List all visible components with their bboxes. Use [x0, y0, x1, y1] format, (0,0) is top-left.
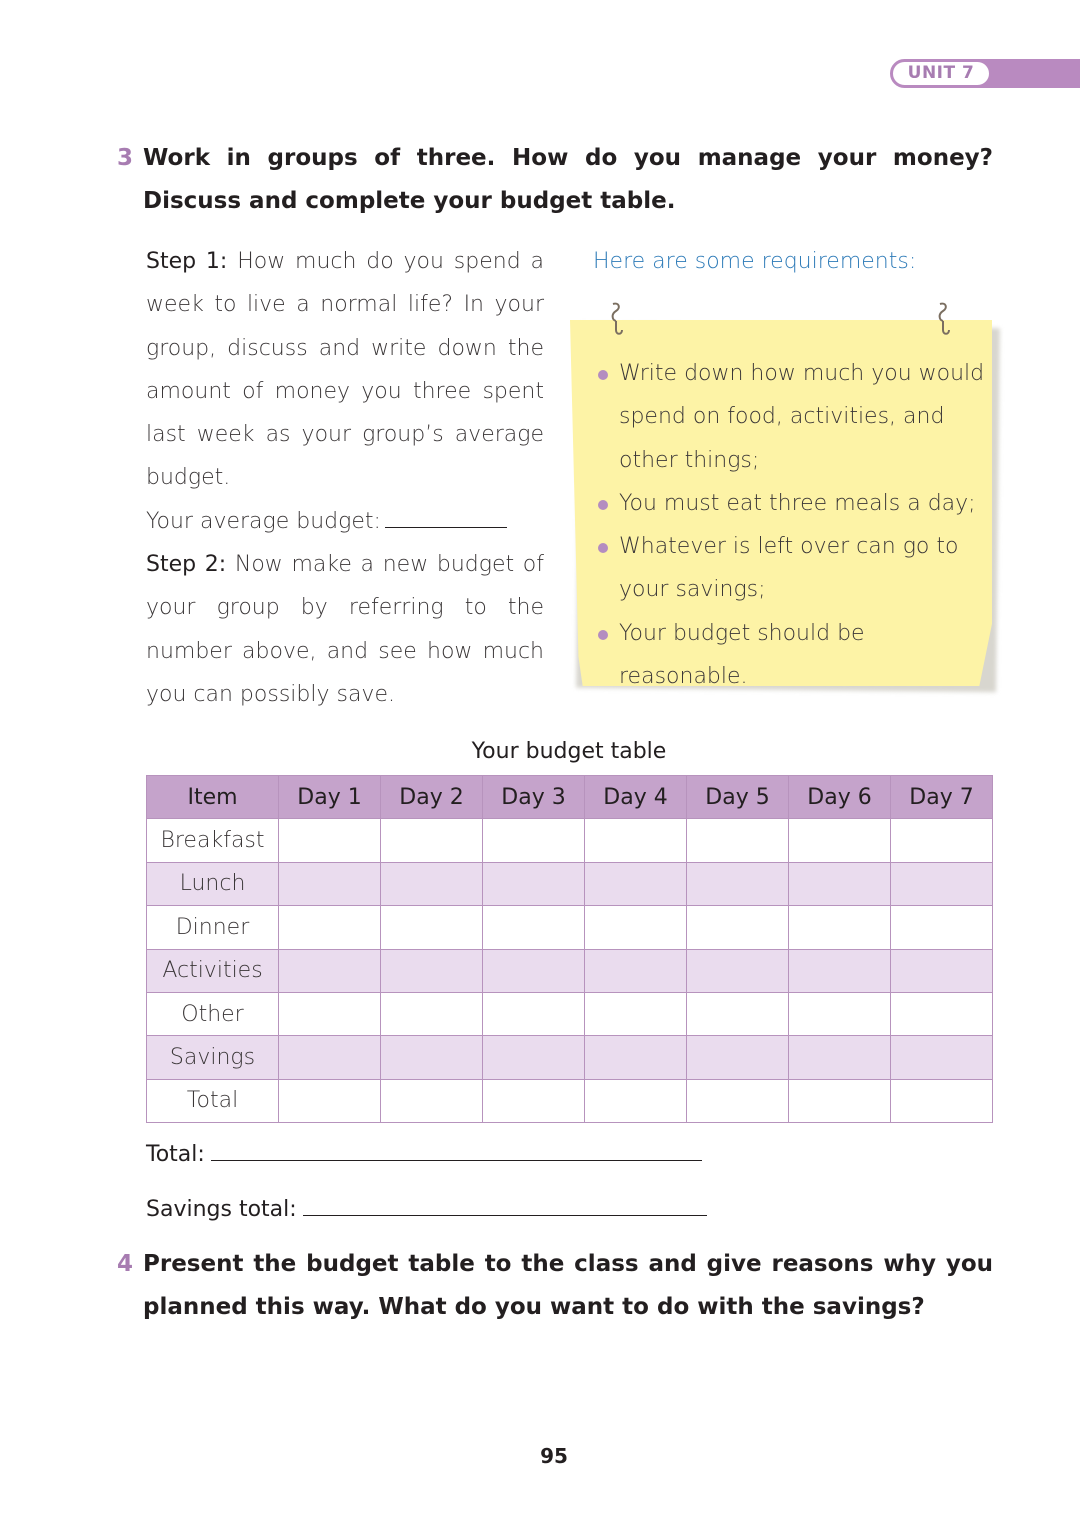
- table-row: [147, 906, 993, 949]
- table-cell[interactable]: [789, 819, 891, 862]
- column-header: Item: [147, 776, 279, 819]
- row-label: Dinner: [147, 906, 279, 949]
- step-2-text: Now make a new budget of your group by referring to the number above, and see how much you can possibly save.: [146, 552, 544, 707]
- table-cell[interactable]: [279, 906, 381, 949]
- table-header-row: [147, 776, 993, 819]
- table-cell[interactable]: [483, 1079, 585, 1122]
- row-label: Other: [147, 992, 279, 1035]
- table-cell[interactable]: [891, 992, 993, 1035]
- row-label: Breakfast: [147, 819, 279, 862]
- table-row: [147, 992, 993, 1035]
- row-label: Lunch: [147, 862, 279, 905]
- column-header: Day 5: [687, 776, 789, 819]
- requirement-item: Your budget should be reasonable.: [596, 612, 988, 699]
- table-cell[interactable]: [687, 862, 789, 905]
- requirement-item: Whatever is left over can go to your savings;: [596, 525, 988, 612]
- row-label: Activities: [147, 949, 279, 992]
- requirement-item: Write down how much you would spend on food, activities, and other things;: [596, 352, 988, 482]
- table-cell[interactable]: [483, 992, 585, 1035]
- column-header: Day 2: [381, 776, 483, 819]
- column-header: Day 7: [891, 776, 993, 819]
- average-budget-label: Your average budget:: [146, 508, 381, 534]
- table-cell[interactable]: [483, 819, 585, 862]
- row-label: Savings: [147, 1036, 279, 1079]
- table-cell[interactable]: [381, 819, 483, 862]
- table-cell[interactable]: [687, 949, 789, 992]
- table-cell[interactable]: [483, 862, 585, 905]
- table-row: [147, 1036, 993, 1079]
- table-row: [147, 949, 993, 992]
- savings-total-label: Savings total:: [146, 1197, 297, 1222]
- row-label: Total: [147, 1079, 279, 1122]
- step-1: [146, 240, 544, 500]
- table-cell[interactable]: [789, 992, 891, 1035]
- table-cell[interactable]: [687, 992, 789, 1035]
- total-blank[interactable]: [211, 1139, 702, 1161]
- average-budget-blank[interactable]: [385, 508, 507, 528]
- step-1-text: How much do you spend a week to live a normal life? In your group, discuss and write down the amount of money you three spent last week as your group’s average budget.: [146, 249, 544, 491]
- table-cell[interactable]: [687, 906, 789, 949]
- budget-table: [146, 775, 993, 1123]
- unit-label: UNIT 7: [890, 59, 992, 88]
- exercise-3: [117, 137, 993, 223]
- table-cell[interactable]: [789, 862, 891, 905]
- table-cell[interactable]: [891, 949, 993, 992]
- requirements-list: [596, 352, 988, 698]
- budget-table-caption: Your budget table: [471, 739, 667, 764]
- table-cell[interactable]: [381, 906, 483, 949]
- total-fill-line: [146, 1133, 702, 1176]
- exercise-4-instruction: Present the budget table to the class and give reasons why you planned this way. What do you want to do with the savings?: [143, 1251, 993, 1320]
- paper-clip-icon: [608, 302, 624, 336]
- exercise-4-number: 4: [117, 1251, 134, 1277]
- table-cell[interactable]: [381, 949, 483, 992]
- table-cell[interactable]: [279, 949, 381, 992]
- table-cell[interactable]: [585, 906, 687, 949]
- table-row: [147, 819, 993, 862]
- table-cell[interactable]: [687, 1079, 789, 1122]
- table-cell[interactable]: [789, 1036, 891, 1079]
- table-cell[interactable]: [483, 1036, 585, 1079]
- table-cell[interactable]: [585, 949, 687, 992]
- column-header: Day 1: [279, 776, 381, 819]
- table-cell[interactable]: [891, 906, 993, 949]
- table-cell[interactable]: [891, 1079, 993, 1122]
- table-row: [147, 1079, 993, 1122]
- table-cell[interactable]: [381, 1079, 483, 1122]
- savings-total-blank[interactable]: [303, 1194, 707, 1216]
- column-header: Day 6: [789, 776, 891, 819]
- column-header: Day 4: [585, 776, 687, 819]
- total-label: Total:: [146, 1142, 205, 1167]
- table-cell[interactable]: [789, 906, 891, 949]
- table-cell[interactable]: [585, 1079, 687, 1122]
- table-cell[interactable]: [483, 906, 585, 949]
- step-1-label: Step 1:: [146, 249, 228, 274]
- table-cell[interactable]: [891, 862, 993, 905]
- table-row: [147, 862, 993, 905]
- table-cell[interactable]: [585, 819, 687, 862]
- table-cell[interactable]: [279, 819, 381, 862]
- step-2-label: Step 2:: [146, 552, 227, 578]
- steps-column: [146, 240, 544, 716]
- table-cell[interactable]: [279, 862, 381, 905]
- requirements-title: Here are some requirements:: [593, 249, 917, 274]
- average-budget: [146, 500, 544, 543]
- table-cell[interactable]: [381, 992, 483, 1035]
- table-cell[interactable]: [687, 1036, 789, 1079]
- table-cell[interactable]: [891, 819, 993, 862]
- table-cell[interactable]: [381, 1036, 483, 1079]
- table-cell[interactable]: [585, 992, 687, 1035]
- step-2: [146, 543, 544, 716]
- table-cell[interactable]: [789, 1079, 891, 1122]
- page-number: 95: [540, 1444, 568, 1468]
- requirement-item: You must eat three meals a day;: [596, 482, 988, 525]
- table-cell[interactable]: [483, 949, 585, 992]
- table-cell[interactable]: [279, 1079, 381, 1122]
- exercise-3-instruction: Work in groups of three. How do you manage your money? Discuss and complete your budget table.: [143, 145, 993, 214]
- table-cell[interactable]: [381, 862, 483, 905]
- table-cell[interactable]: [279, 1036, 381, 1079]
- paper-clip-icon: [935, 302, 951, 336]
- exercise-3-number: 3: [117, 145, 134, 171]
- table-cell[interactable]: [585, 1036, 687, 1079]
- column-header: Day 3: [483, 776, 585, 819]
- table-cell[interactable]: [687, 819, 789, 862]
- table-cell[interactable]: [279, 992, 381, 1035]
- savings-total-fill-line: [146, 1188, 707, 1231]
- table-cell[interactable]: [891, 1036, 993, 1079]
- table-cell[interactable]: [789, 949, 891, 992]
- exercise-4: [117, 1243, 993, 1329]
- table-cell[interactable]: [585, 862, 687, 905]
